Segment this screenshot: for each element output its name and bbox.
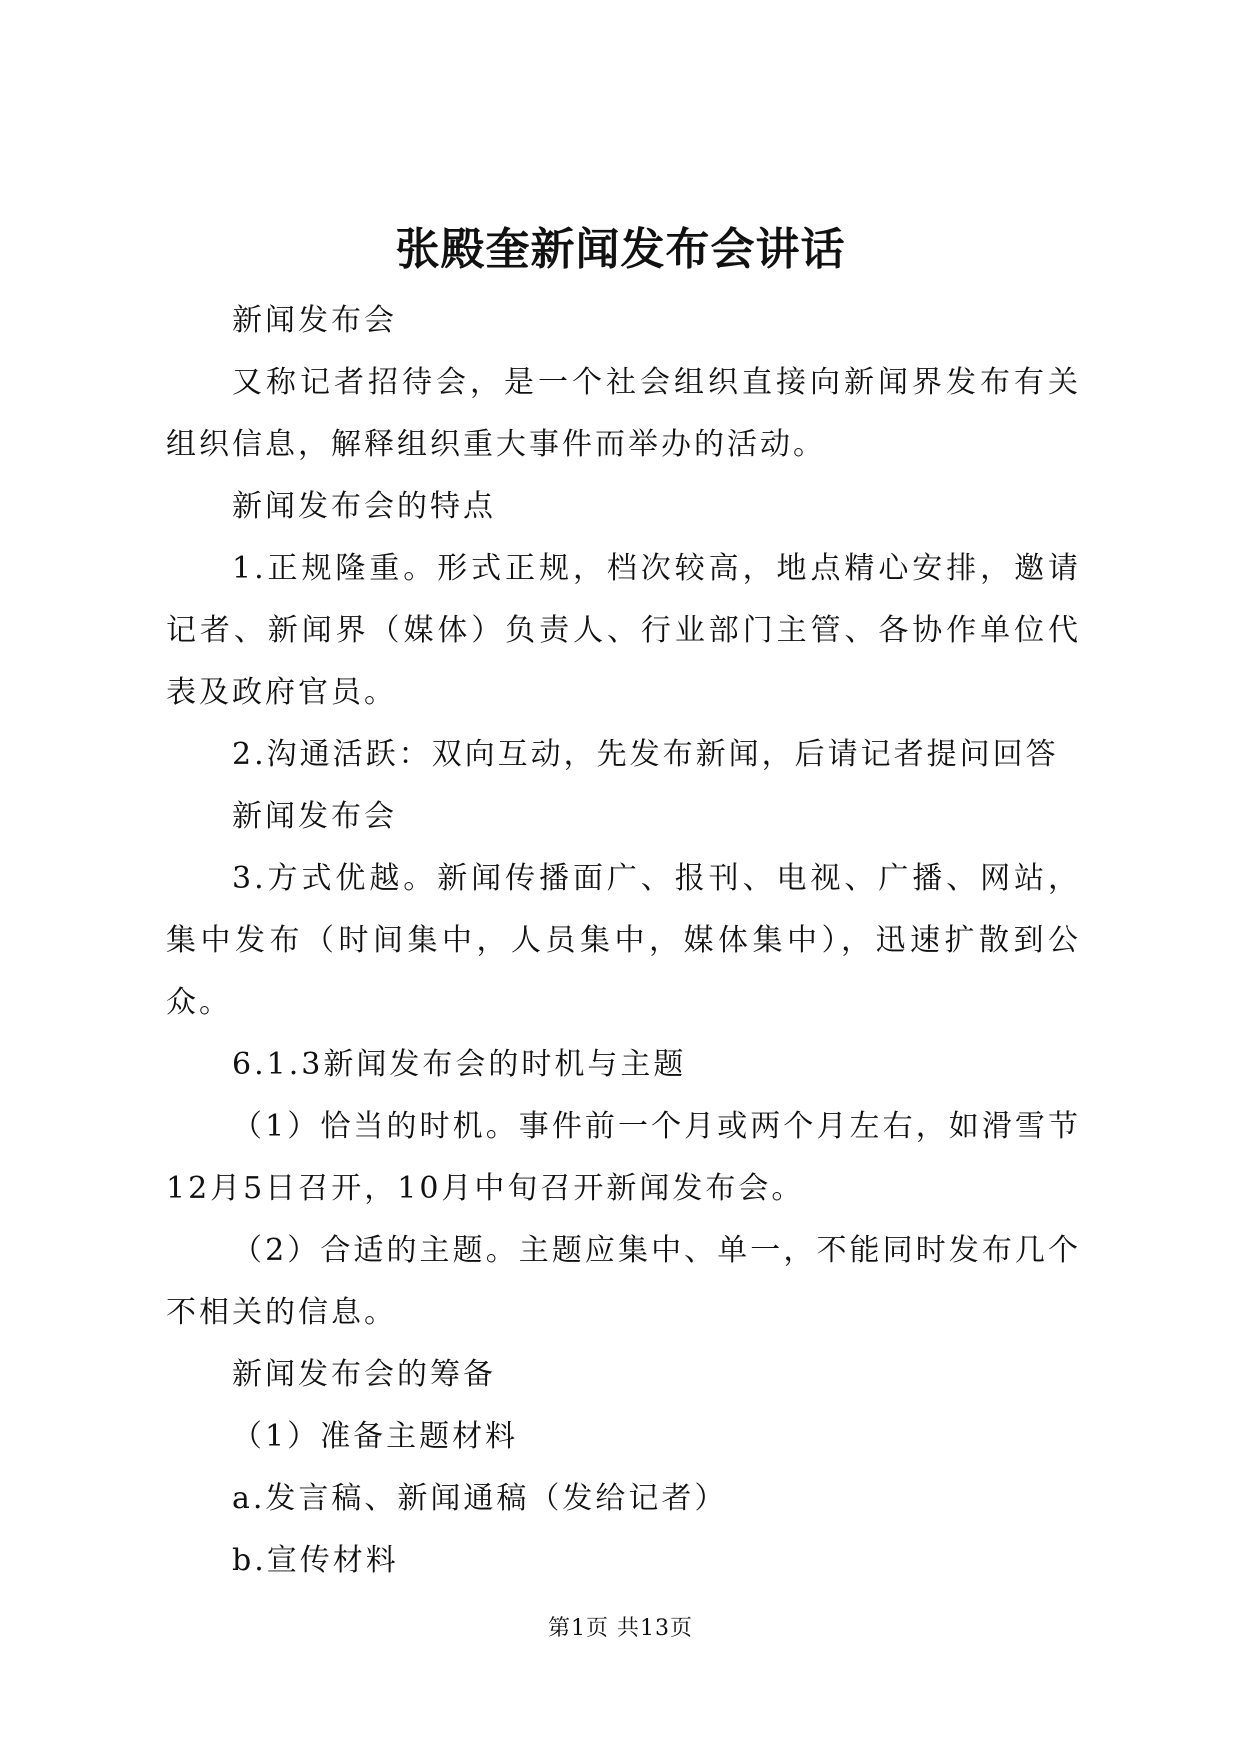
document-title: 张殿奎新闻发布会讲话 xyxy=(395,224,846,275)
paragraph: 3.方式优越。新闻传播面广、报刊、电视、广播、网站，集中发布（时间集中，人员集中，媒体集中），迅速扩散到公众。 xyxy=(166,861,1081,1020)
paragraph: 新闻发布会的特点 xyxy=(232,489,496,524)
paragraph: 又称记者招待会，是一个社会组织直接向新闻界发布有关组织信息，解释组织重大事件而举办的活动。 xyxy=(166,365,1081,462)
paragraph: （2）合适的主题。主题应集中、单一，不能同时发布几个不相关的信息。 xyxy=(166,1233,1081,1330)
paragraph: a.发言稿、新闻通稿（发给记者） xyxy=(232,1481,728,1516)
paragraph: 新闻发布会 xyxy=(232,799,397,834)
paragraph: b.宣传材料 xyxy=(232,1543,399,1578)
paragraph: （1）准备主题材料 xyxy=(232,1419,519,1454)
paragraph: （1）恰当的时机。事件前一个月或两个月左右，如滑雪节12月5日召开，10月中旬召开新闻发布会。 xyxy=(166,1109,1081,1206)
paragraph: 1.正规隆重。形式正规，档次较高，地点精心安排，邀请记者、新闻界（媒体）负责人、行业部门主管、各协作单位代表及政府官员。 xyxy=(166,551,1081,710)
paragraph: 2.沟通活跃：双向互动，先发布新闻，后请记者提问回答 xyxy=(232,737,1059,772)
paragraph: 新闻发布会的筹备 xyxy=(232,1357,496,1392)
paragraph: 新闻发布会 xyxy=(232,303,397,338)
document-body xyxy=(166,290,1081,1592)
paragraph: 6.1.3新闻发布会的时机与主题 xyxy=(232,1047,687,1082)
page-footer: 第1页 共13页 xyxy=(548,1616,693,1641)
